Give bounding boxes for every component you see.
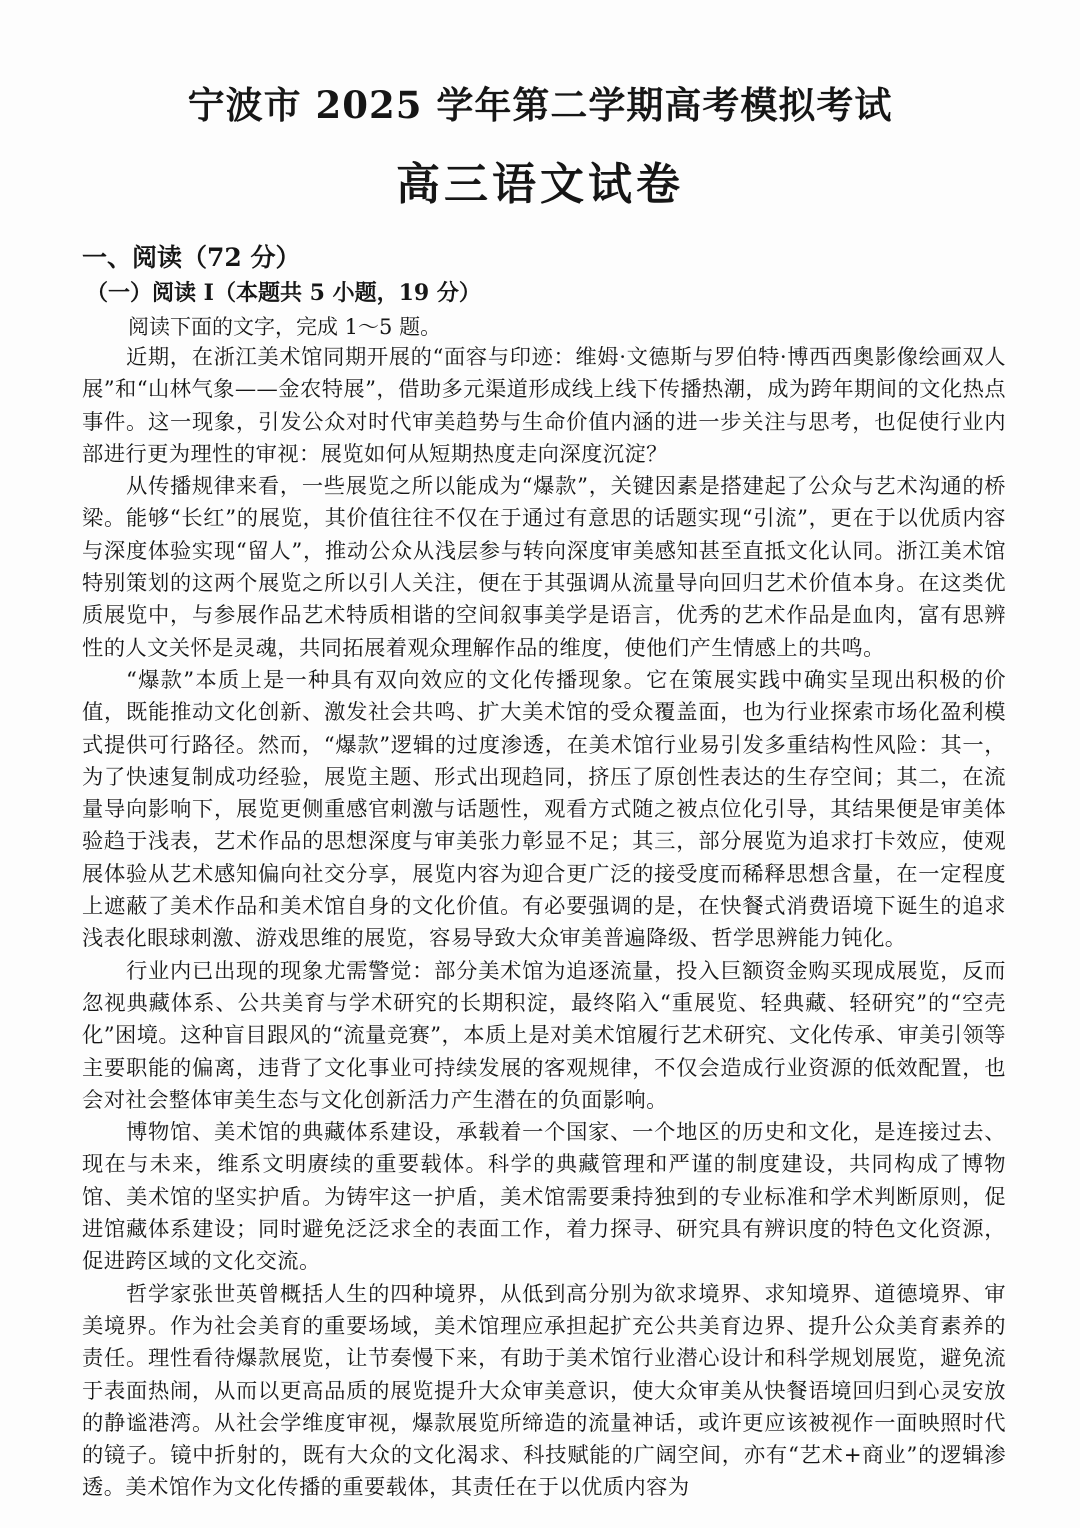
exam-title: 宁波市 2025 学年第二学期高考模拟考试 [187,83,893,127]
reading-subheading: （一）阅读 I（本题共 5 小题，19 分） [86,280,481,306]
reading-passage [82,342,1006,1505]
passage-paragraph: 博物馆、美术馆的典藏体系建设，承载着一个国家、一个地区的历史和文化，是连接过去、现在与未来，维系文明赓续的重要载体。科学的典藏管理和严谨的制度建设，共同构成了博物馆、美术馆的坚实护盾。为铸牢这一护盾，美术馆需要秉持独到的专业标准和学术判断原则，促进馆藏体系建设；同时避免泛泛求全的表面工作，着力探寻、研究具有辨识度的特色文化资源，促进跨区域的文化交流。 [82,1120,1006,1275]
reading-instruction: 阅读下面的文字，完成 1～5 题。 [128,315,442,339]
paper-title: 高三语文试卷 [396,159,684,210]
passage-paragraph: 从传播规律来看，一些展览之所以能成为“爆款”，关键因素是搭建起了公众与艺术沟通的桥梁。能够“长红”的展览，其价值往往不仅在于通过有意思的话题实现“引流”，更在于以优质内容与深度体验实现“留人”，推动公众从浅层参与转向深度审美感知甚至直抵文化认同。浙江美术馆特别策划的这两个展览之所以引人关注，便在于其强调从流量导向回归艺术价值本身。在这类优质展览中，与参展作品艺术特质相谐的空间叙事美学是语言，优秀的艺术作品是血肉，富有思辨性的人文关怀是灵魂，共同拓展着观众理解作品的维度，使他们产生情感上的共鸣。 [82,474,1006,661]
passage-paragraph: 近期，在浙江美术馆同期开展的“面容与印迹：维姆·文德斯与罗伯特·博西西奥影像绘画双人展”和“山林气象——金农特展”，借助多元渠道形成线上线下传播热潮，成为跨年期间的文化热点事件。这一现象，引发公众对时代审美趋势与生命价值内涵的进一步关注与思考，也促使行业内部进行更为理性的审视：展览如何从短期热度走向深度沉淀？ [82,345,1006,467]
passage-paragraph: “爆款”本质上是一种具有双向效应的文化传播现象。它在策展实践中确实呈现出积极的价值，既能推动文化创新、激发社会共鸣、扩大美术馆的受众覆盖面，也为行业探索市场化盈利模式提供可行路径。然而，“爆款”逻辑的过度渗透，在美术馆行业易引发多重结构性风险：其一，为了快速复制成功经验，展览主题、形式出现趋同，挤压了原创性表达的生存空间；其二，在流量导向影响下，展览更侧重感官刺激与话题性，观看方式随之被点位化引导，其结果便是审美体验趋于浅表，艺术作品的思想深度与审美张力彰显不足；其三，部分展览为追求打卡效应，使观展体验从艺术感知偏向社交分享，展览内容为迎合更广泛的接受度而稀释思想含量，在一定程度上遮蔽了美术作品和美术馆自身的文化价值。有必要强调的是，在快餐式消费语境下诞生的追求浅表化眼球刺激、游戏思维的展览，容易导致大众审美普遍降级、哲学思辨能力钝化。 [82,667,1006,952]
passage-paragraph: 行业内已出现的现象尤需警觉：部分美术馆为追逐流量，投入巨额资金购买现成展览，反而忽视典藏体系、公共美育与学术研究的长期积淀，最终陷入“重展览、轻典藏、轻研究”的“空壳化”困境。这种盲目跟风的“流量竞赛”，本质上是对美术馆履行艺术研究、文化传承、审美引领等主要职能的偏离，违背了文化事业可持续发展的客观规律，不仅会造成行业资源的低效配置，也会对社会整体审美生态与文化创新活力产生潜在的负面影响。 [82,958,1006,1113]
section-heading: 一、阅读（72 分） [82,243,301,272]
passage-paragraph: 哲学家张世英曾概括人生的四种境界，从低到高分别为欲求境界、求知境界、道德境界、审美境界。作为社会美育的重要场域，美术馆理应承担起扩充公共美育边界、提升公众美育素养的责任。理性看待爆款展览，让节奏慢下来，有助于美术馆行业潜心设计和科学规划展览，避免流于表面热闹，从而以更高品质的展览提升大众审美意识，使大众审美从快餐语境回归到心灵安放的静谧港湾。从社会学维度审视，爆款展览所缔造的流量神话，或许更应该被视作一面映照时代的镜子。镜中折射的，既有大众的文化渴求、科技赋能的广阔空间，亦有“艺术+商业”的逻辑渗透。美术馆作为文化传播的重要载体，其责任在于以优质内容为 [82,1281,1006,1501]
